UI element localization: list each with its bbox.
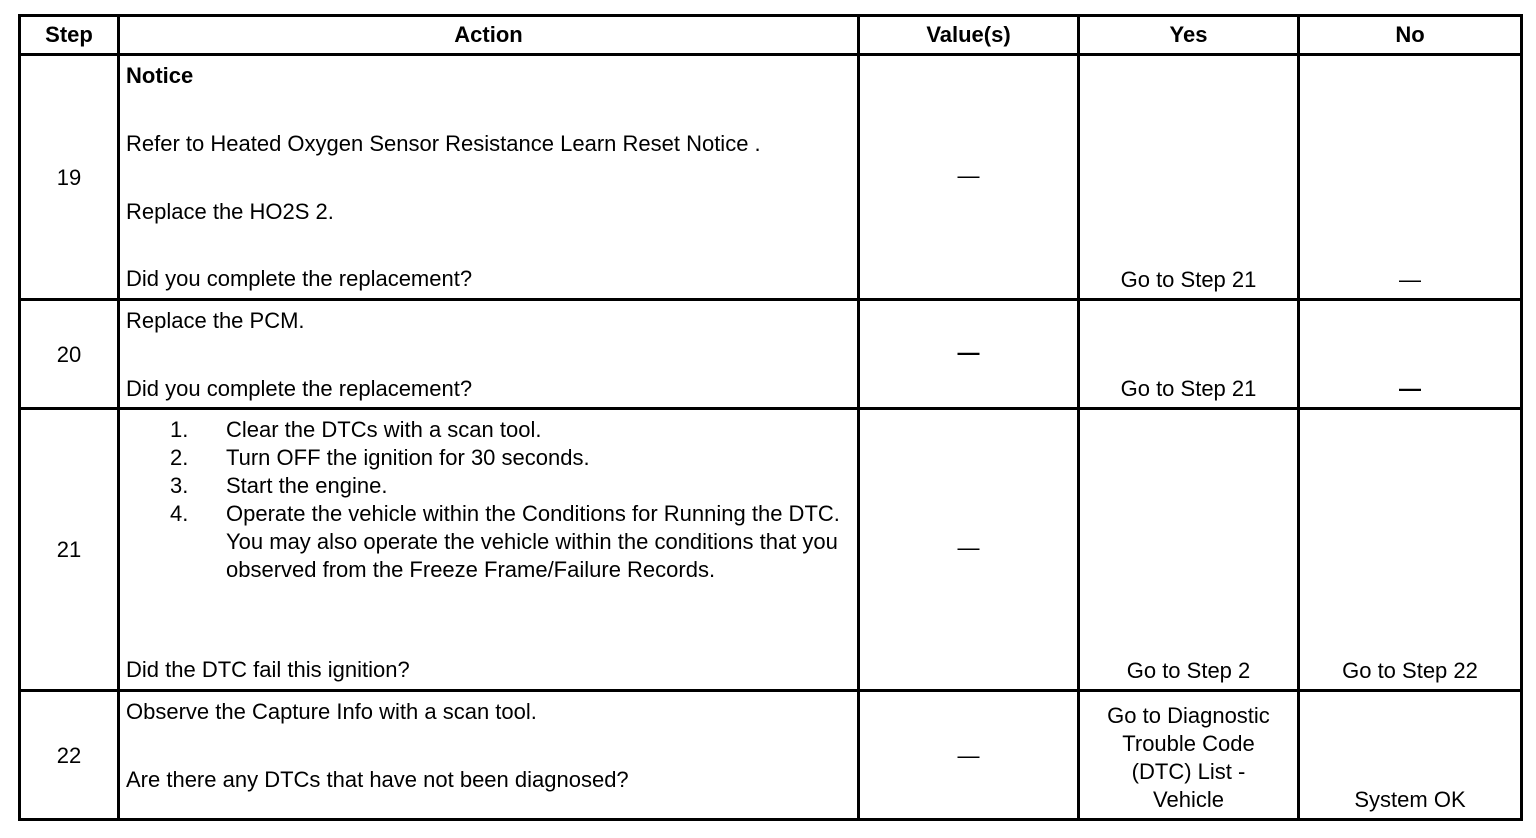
yes-link[interactable]: Go to Step 21 (1120, 376, 1257, 401)
yes-cell (1079, 691, 1299, 820)
value-text: — (957, 340, 980, 365)
yes-link[interactable]: Go to Step 2 (1126, 658, 1251, 683)
table-row-step-22 (20, 691, 1522, 820)
yes-cell (1079, 409, 1299, 691)
list-text: Start the engine. (226, 473, 388, 498)
diagnostic-table (18, 14, 1523, 821)
header-step: Step (20, 16, 119, 55)
value-cell (859, 409, 1079, 691)
action-text: Replace the HO2S 2. (126, 199, 334, 224)
step-cell (20, 409, 119, 691)
header-action: Action (119, 16, 859, 55)
yes-link[interactable]: Go to Step 21 (1120, 267, 1257, 292)
step-cell (20, 55, 119, 300)
step-number: 20 (56, 342, 82, 367)
table-row-step-19 (20, 55, 1522, 300)
yes-link[interactable]: Go to Diagnostic Trouble Code (DTC) List - Vehicle (1107, 703, 1270, 812)
list-text-conditions-link[interactable]: Operate the vehicle within the Conditions for Running the DTC. You may also operate the vehicle within the conditions that you observed from the Freeze Frame/Failure Records. (226, 501, 840, 582)
no-cell (1299, 300, 1522, 409)
no-text: — (1399, 267, 1421, 292)
notice-reference-link[interactable]: Refer to Heated Oxygen Sensor Resistance Learn Reset Notice . (126, 131, 761, 156)
table-row-step-21 (20, 409, 1522, 691)
action-cell (119, 691, 859, 820)
table-row-step-20 (20, 300, 1522, 409)
list-item (170, 444, 851, 472)
list-number: 2. (170, 445, 189, 470)
no-cell (1299, 409, 1522, 691)
list-number: 4. (170, 501, 189, 526)
list-number: 1. (170, 417, 189, 442)
value-text: — (957, 743, 980, 768)
step-cell (20, 300, 119, 409)
header-row (20, 16, 1522, 55)
list-number: 3. (170, 473, 189, 498)
no-text: — (1399, 376, 1421, 401)
action-cell (119, 409, 859, 691)
no-text: System OK (1354, 787, 1466, 812)
action-question: Did the DTC fail this ignition? (126, 657, 410, 682)
value-text: — (957, 163, 980, 188)
yes-cell (1079, 55, 1299, 300)
header-value: Value(s) (859, 16, 1079, 55)
header-yes: Yes (1079, 16, 1299, 55)
value-cell (859, 55, 1079, 300)
action-question: Are there any DTCs that have not been diagnosed? (126, 767, 629, 792)
no-cell (1299, 55, 1522, 300)
step-number: 22 (56, 743, 82, 768)
step-cell (20, 691, 119, 820)
list-item (170, 472, 851, 500)
value-cell (859, 300, 1079, 409)
action-text: Observe the Capture Info with a scan tool. (126, 699, 537, 724)
no-link[interactable]: Go to Step 22 (1342, 658, 1478, 683)
action-question: Did you complete the replacement? (126, 266, 473, 291)
header-no: No (1299, 16, 1522, 55)
action-text: Replace the PCM. (126, 308, 305, 333)
notice-heading: Notice (126, 63, 194, 88)
list-text: Clear the DTCs with a scan tool. (226, 417, 542, 442)
list-item (170, 416, 851, 444)
action-question: Did you complete the replacement? (126, 376, 473, 401)
yes-cell (1079, 300, 1299, 409)
action-cell (119, 55, 859, 300)
list-text: Turn OFF the ignition for 30 seconds. (226, 445, 590, 470)
action-cell (119, 300, 859, 409)
list-item (170, 500, 851, 584)
no-cell (1299, 691, 1522, 820)
value-cell (859, 691, 1079, 820)
step-number: 21 (56, 537, 82, 562)
step-number: 19 (56, 165, 82, 190)
numbered-steps (170, 416, 851, 584)
value-text: — (957, 535, 980, 560)
